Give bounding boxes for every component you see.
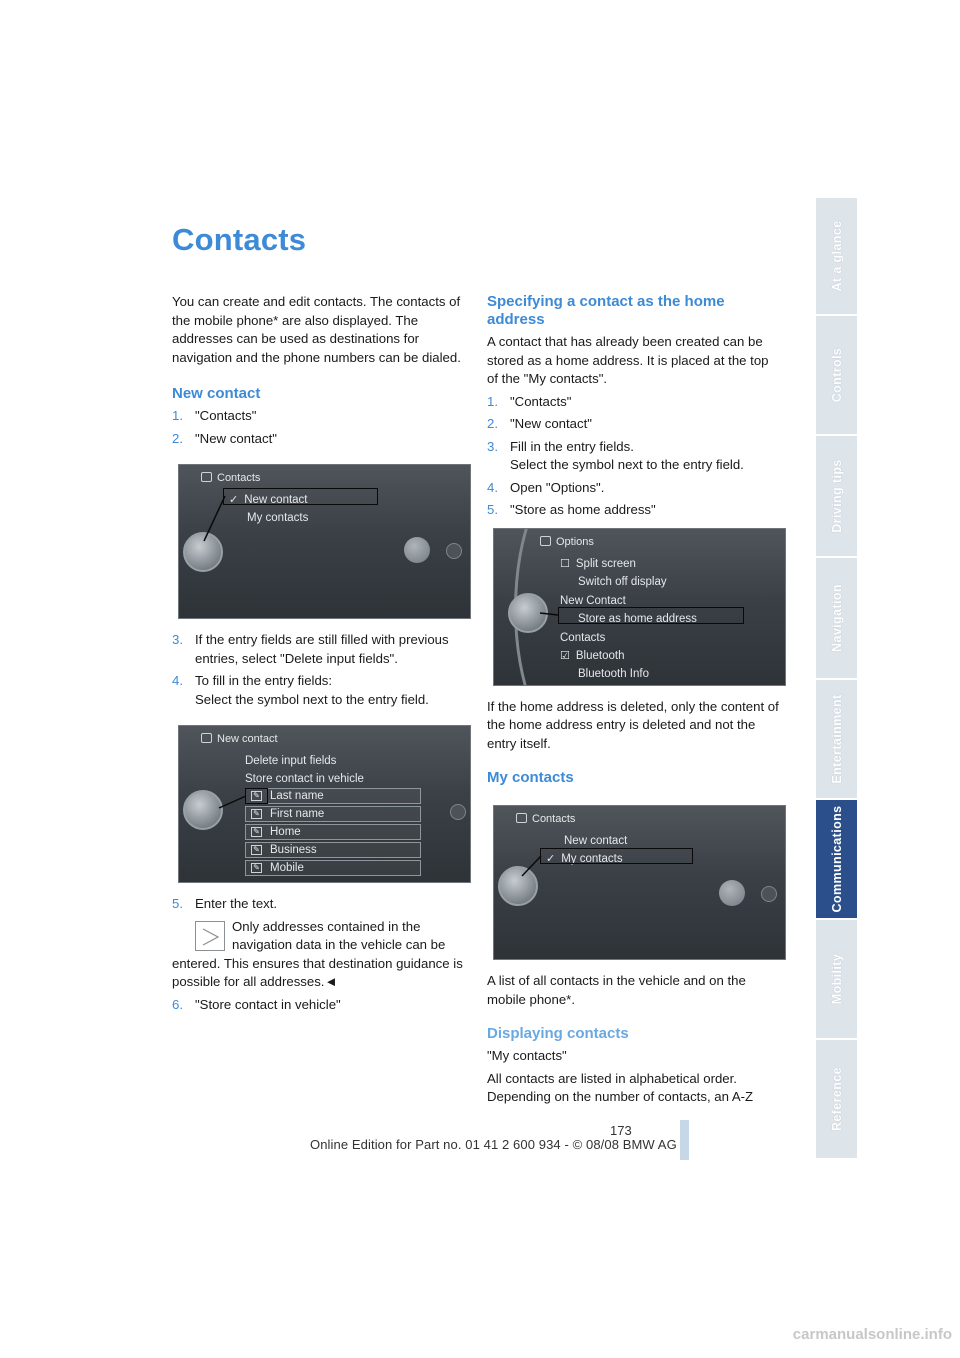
checkmark-icon: ✓ [229, 494, 239, 506]
tab-navigation[interactable]: Navigation [816, 558, 857, 680]
displaying-contacts-heading: Displaying contacts [487, 1025, 629, 1042]
home-address-intro: A contact that has already been created can be stored as a home address. It is placed at the top of the "My contacts". [487, 334, 769, 386]
list-item: 5. "Store as home address" [487, 502, 656, 517]
menu-item-my-contacts: My contacts [247, 512, 309, 524]
left-column [172, 293, 468, 1018]
checked-box-icon: ☑ [560, 649, 570, 662]
entry-field-last-name: ✎ Last name [245, 788, 421, 804]
pointer-line [494, 529, 786, 686]
right-column [487, 293, 783, 1111]
screen-header: New contact [201, 730, 278, 749]
menu-item-switch-off-display: Switch off display [578, 575, 667, 588]
my-contacts-text: A list of all contacts in the vehicle and on the mobile phone*. [487, 973, 746, 1007]
menu-item-new-contact: New Contact [560, 594, 626, 607]
footer-text: Online Edition for Part no. 01 41 2 600 934 - © 08/08 BMW AG [310, 1137, 677, 1152]
new-contact-steps [172, 407, 468, 448]
tab-at-a-glance[interactable]: At a glance [816, 198, 857, 316]
edit-symbol-icon: ✎ [251, 809, 262, 819]
edit-symbol-icon: ✎ [251, 827, 262, 837]
screen-header: Contacts [201, 469, 260, 488]
entry-field-home: ✎ Home [245, 824, 421, 840]
tab-entertainment[interactable]: Entertainment [816, 680, 857, 800]
intro-paragraph: You can create and edit contacts. The contacts of the mobile phone* are also displayed. The addresses can be used as destinations for navigation and the phone numbers can be dialed. [172, 294, 461, 365]
tab-reference[interactable]: Reference [816, 1040, 857, 1160]
menu-item-my-contacts: ✓ My contacts [546, 853, 623, 865]
new-contact-heading: New contact [172, 385, 261, 402]
list-item: 2. "New contact" [172, 430, 277, 446]
home-address-after: If the home address is deleted, only the content of the home address entry is deleted and not the entry itself. [487, 698, 779, 751]
entry-field-business: ✎ Business [245, 842, 421, 858]
note-triangle-icon [195, 921, 225, 951]
screenshot-options-menu [493, 528, 786, 686]
list-item: 3. If the entry fields are still filled with previous entries, select "Delete input fields". [172, 632, 449, 666]
watermark: carmanualsonline.info [792, 1326, 952, 1343]
list-item: 1. "Contacts" [487, 393, 572, 409]
screen-header: Contacts [516, 810, 575, 829]
pointer-line [179, 465, 471, 619]
tab-driving-tips[interactable]: Driving tips [816, 436, 857, 558]
menu-item-bluetooth: ☑ Bluetooth [560, 649, 625, 662]
tab-communications[interactable]: Communications [816, 800, 857, 920]
entry-field-first-name: ✎ First name [245, 806, 421, 822]
menu-item-contacts: Contacts [560, 631, 606, 644]
edit-symbol-icon: ✎ [251, 791, 262, 801]
displaying-line-2: All contacts are listed in alphabetical order. Depending on the number of contacts, an A-Z [487, 1070, 754, 1104]
screenshot-new-contact-form [178, 725, 471, 883]
list-item: 5. Enter the text. [172, 896, 278, 911]
pointer-line [179, 726, 471, 883]
tab-mobility[interactable]: Mobility [816, 920, 857, 1040]
new-contact-steps-continued [172, 631, 468, 709]
list-item: 6. "Store contact in vehicle" [172, 996, 341, 1012]
checkmark-icon: ✓ [546, 853, 556, 865]
menu-item-store-contact: Store contact in vehicle [245, 773, 364, 785]
note-block: Only addresses contained in the navigation data in the vehicle can be entered. This ensures that destination guidance is possible for all addresses.◄ [172, 918, 463, 989]
screen-header: Options [540, 533, 594, 552]
screenshot-my-contacts [493, 805, 786, 960]
home-address-heading: Specifying a contact as the home address [487, 293, 725, 328]
menu-item-split-screen: ☐ Split screen [560, 557, 636, 570]
list-item: 2. "New contact" [487, 416, 592, 431]
pointer-line [494, 806, 786, 960]
list-item: 1. "Contacts" [172, 408, 257, 423]
entry-field-mobile: ✎ Mobile [245, 860, 421, 876]
page-title: Contacts [172, 222, 307, 257]
menu-item-bluetooth-info: Bluetooth Info [578, 667, 649, 680]
list-item: 4. To fill in the entry fields: Select the symbol next to the entry field. [172, 673, 429, 707]
checkbox-icon: ☐ [560, 557, 570, 570]
menu-item-delete-input-fields: Delete input fields [245, 755, 337, 767]
new-contact-steps-last [172, 996, 468, 1015]
chapter-tab-bar [816, 198, 857, 1160]
menu-item-store-home-address: Store as home address [578, 612, 697, 625]
edit-symbol-icon: ✎ [251, 845, 262, 855]
menu-item-new-contact: ✓ New contact [229, 494, 308, 506]
tab-controls[interactable]: Controls [816, 316, 857, 436]
list-item: 3. Fill in the entry fields. Select the symbol next to the entry field. [487, 438, 744, 472]
footer-bar [680, 1120, 689, 1160]
screenshot-contacts-menu [178, 464, 471, 619]
menu-item-new-contact: New contact [564, 835, 628, 847]
home-address-steps [487, 393, 783, 520]
list-item: 4. Open "Options". [487, 479, 605, 495]
new-contact-steps-final [172, 895, 468, 914]
page-number: 173 [610, 1123, 632, 1138]
displaying-line-1: "My contacts" [487, 1048, 567, 1063]
my-contacts-heading: My contacts [487, 769, 574, 786]
edit-symbol-icon: ✎ [251, 863, 262, 873]
